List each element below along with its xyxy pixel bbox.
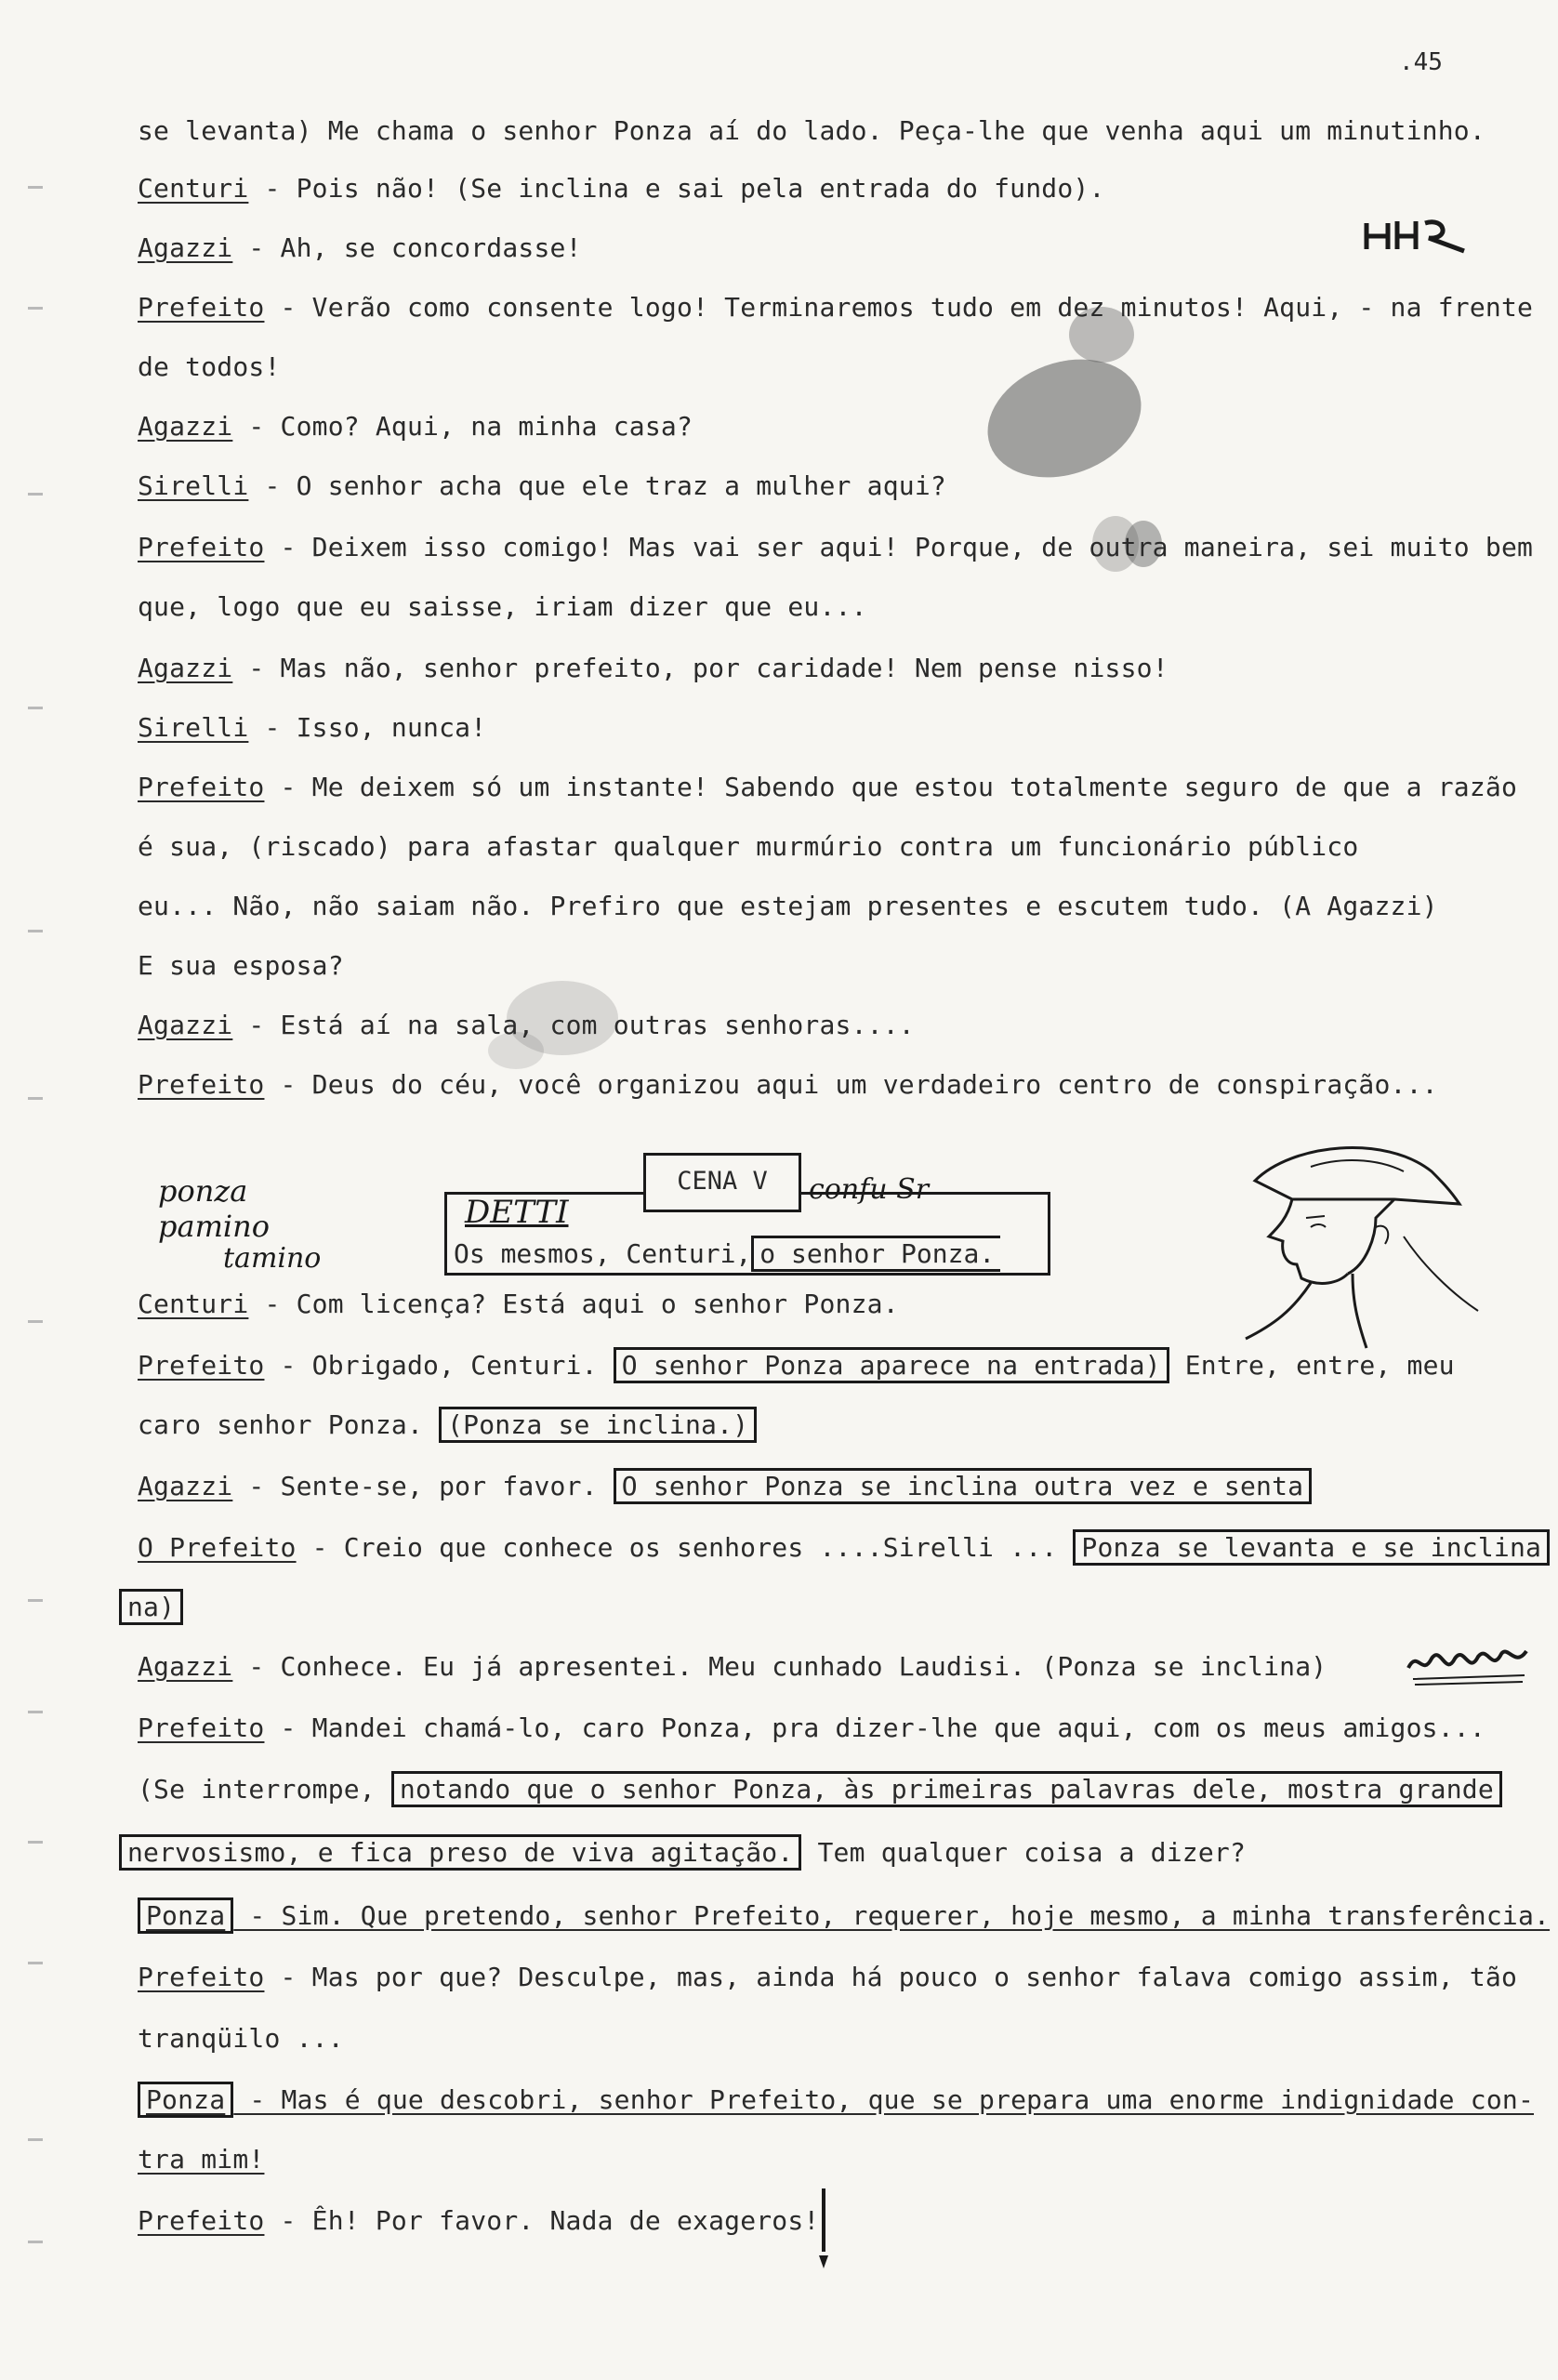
handwritten-note-right: confu Sr	[809, 1173, 930, 1206]
handwritten-mark-bottom	[814, 2187, 833, 2270]
scene-subtitle-b: o senhor Ponza.	[751, 1236, 1000, 1272]
line-text: - Como? Aqui, na minha casa?	[232, 411, 693, 442]
line-text: que, logo que eu saisse, iriam dizer que eu...	[138, 591, 867, 622]
line-text: - Mas é que descobri, senhor Prefeito, que se prepara uma enorme indignidade con-	[233, 2084, 1535, 2115]
dialogue-line	[138, 1350, 1455, 1382]
boxed-direction: nervosismo, e fica preso de viva agitação.	[119, 1834, 801, 1871]
page-number: .45	[1399, 48, 1443, 76]
boxed-direction: O senhor Ponza se inclina outra vez e senta	[614, 1468, 1312, 1504]
speaker: Prefeito	[138, 772, 265, 802]
dialogue-line	[138, 2084, 1534, 2116]
line-text: caro senhor Ponza.	[138, 1409, 440, 1440]
scene-subtitle	[454, 1238, 1000, 1269]
dialogue-line	[138, 351, 281, 383]
dialogue-line	[138, 1010, 915, 1041]
line-text: - Deus do céu, você organizou aqui um verdadeiro centro de conspiração...	[264, 1069, 1438, 1100]
line-text: - Sim. Que pretendo, senhor Prefeito, requerer, hoje mesmo, a minha transferência.	[233, 1900, 1551, 1931]
speaker: Sirelli	[138, 712, 249, 743]
line-text: E sua esposa?	[138, 950, 344, 981]
dialogue-line	[138, 653, 1168, 684]
line-text: eu... Não, não saiam não. Prefiro que estejam presentes e escutem tudo. (A Agazzi)	[138, 891, 1438, 921]
dialogue-line	[119, 1837, 1246, 1869]
speaker: Prefeito	[138, 2205, 265, 2236]
dialogue-line	[138, 292, 1533, 324]
dialogue-line	[138, 891, 1438, 922]
boxed-direction: O senhor Ponza aparece na entrada)	[614, 1347, 1169, 1383]
dialogue-line	[138, 1409, 757, 1441]
speaker: Agazzi	[138, 653, 233, 683]
boxed-direction: notando que o senhor Ponza, às primeiras palavras dele, mostra grande	[391, 1771, 1502, 1807]
speaker: Prefeito	[138, 532, 265, 562]
dialogue-line	[138, 1651, 1327, 1683]
dialogue-line	[138, 1471, 1312, 1502]
line-text-after: Entre, entre, meu	[1168, 1350, 1455, 1381]
handwritten-note-tamino: tamino	[223, 1242, 322, 1275]
line-text: - Êh! Por favor. Nada de exageros!	[264, 2205, 820, 2236]
sketch-portrait	[1236, 1125, 1497, 1357]
dialogue-line	[138, 772, 1517, 803]
line-text: - Com licença? Está aqui o senhor Ponza.	[248, 1289, 899, 1319]
dialogue-line	[138, 2144, 264, 2175]
speaker: Agazzi	[138, 232, 233, 263]
line-text: tra mim!	[138, 2144, 265, 2175]
line-text: - Verão como consente logo! Terminaremos tudo em dez minutos! Aqui, - na frente	[264, 292, 1534, 323]
line-text: - Sente-se, por favor.	[232, 1471, 614, 1501]
dialogue-line	[138, 1962, 1517, 1993]
dialogue-line	[138, 1069, 1438, 1101]
dialogue-line	[138, 115, 1485, 147]
dialogue-line	[138, 2205, 819, 2237]
speaker: Agazzi	[138, 411, 233, 442]
boxed-direction: (Ponza se inclina.)	[439, 1407, 757, 1443]
dialogue-line	[138, 1774, 1502, 1805]
line-text: - Mandei chamá-lo, caro Ponza, pra dizer-lhe que aqui, com os meus amigos...	[264, 1712, 1485, 1743]
speaker: Centuri	[138, 1289, 249, 1319]
line-text: - Mas não, senhor prefeito, por caridade! Nem pense nisso!	[232, 653, 1168, 683]
line-text: de todos!	[138, 351, 281, 382]
line-text: - Mas por que? Desculpe, mas, ainda há pouco o senhor falava comigo assim, tão	[264, 1962, 1518, 1992]
dialogue-line	[138, 1712, 1485, 1744]
speaker: Sirelli	[138, 470, 249, 501]
speaker: Prefeito	[138, 1962, 265, 1992]
line-text: - Conhece. Eu já apresentei. Meu cunhado Laudisi. (Ponza se inclina)	[232, 1651, 1327, 1682]
dialogue-line	[138, 712, 486, 744]
speaker: Ponza	[138, 2082, 233, 2118]
dialogue-line	[138, 1900, 1550, 1932]
handwritten-mark-top-right	[1362, 212, 1473, 258]
line-text: - O senhor acha que ele traz a mulher aqui?	[248, 470, 946, 501]
line-text: - Creio que conhece os senhores ....Sirelli ...	[296, 1532, 1074, 1563]
dialogue-line	[138, 232, 582, 264]
dialogue-line	[138, 470, 946, 502]
speaker: Prefeito	[138, 1069, 265, 1100]
dialogue-line	[138, 591, 867, 623]
handwritten-mark-right	[1404, 1640, 1534, 1686]
line-text-after: Tem qualquer coisa a dizer?	[801, 1837, 1247, 1868]
line-text: - Está aí na sala, com outras senhoras....	[232, 1010, 915, 1040]
line-text: é sua, (riscado) para afastar qualquer murmúrio contra um funcionário público	[138, 831, 1359, 862]
line-text: - Obrigado, Centuri.	[264, 1350, 614, 1381]
speaker: Prefeito	[138, 1712, 265, 1743]
dialogue-line	[138, 1532, 1550, 1564]
speaker: Prefeito	[138, 292, 265, 323]
dialogue-line	[138, 831, 1358, 863]
boxed-direction: Ponza se levanta e se inclina	[1073, 1529, 1550, 1566]
dialogue-line	[138, 1289, 899, 1320]
dialogue-line	[119, 1592, 183, 1623]
handwritten-detti: DETTI	[465, 1194, 569, 1231]
speaker: Agazzi	[138, 1651, 233, 1682]
line-text: - Deixem isso comigo! Mas vai ser aqui! Porque, de outra maneira, sei muito bem	[264, 532, 1534, 562]
boxed-direction: na)	[119, 1589, 183, 1625]
line-text: se levanta) Me chama o senhor Ponza aí do lado. Peça-lhe que venha aqui um minutinho.	[138, 115, 1485, 146]
handwritten-note-ponza: ponza	[158, 1173, 248, 1209]
dialogue-line	[138, 173, 1105, 205]
scene-subtitle-a: Os mesmos, Centuri,	[454, 1238, 752, 1269]
line-text: - Me deixem só um instante! Sabendo que estou totalmente seguro de que a razão	[264, 772, 1518, 802]
scene-title: CENA V	[643, 1153, 801, 1212]
dialogue-line	[138, 950, 344, 982]
dialogue-line	[138, 411, 693, 443]
speaker: O Prefeito	[138, 1532, 297, 1563]
speaker: Prefeito	[138, 1350, 265, 1381]
line-text: - Isso, nunca!	[248, 712, 487, 743]
speaker: Ponza	[138, 1897, 233, 1934]
speaker: Agazzi	[138, 1471, 233, 1501]
dialogue-line	[138, 2023, 344, 2055]
dialogue-line	[138, 532, 1533, 563]
speaker: Centuri	[138, 173, 249, 204]
line-text: (Se interrompe,	[138, 1774, 391, 1805]
handwritten-note-pamino: pamino	[158, 1209, 271, 1244]
line-text: - Ah, se concordasse!	[232, 232, 582, 263]
line-text: - Pois não! (Se inclina e sai pela entrada do fundo).	[248, 173, 1105, 204]
speaker: Agazzi	[138, 1010, 233, 1040]
line-text: tranqüilo ...	[138, 2023, 344, 2054]
